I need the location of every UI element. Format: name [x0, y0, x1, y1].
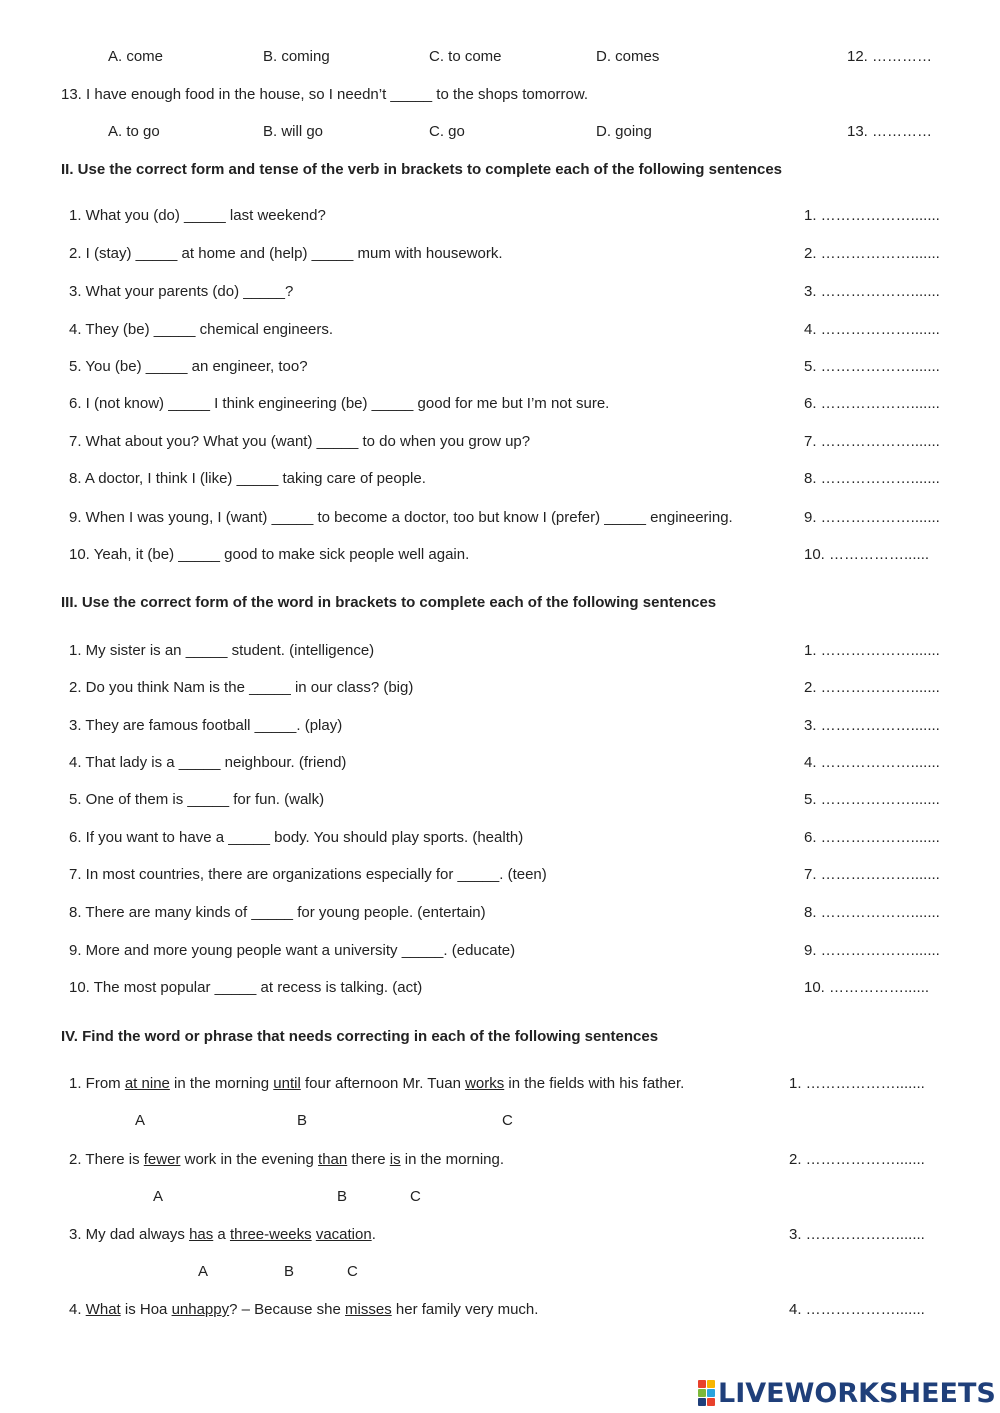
- option-letter: A: [135, 1112, 146, 1129]
- option-letter: C: [347, 1263, 358, 1280]
- sentence-fragment: .: [371, 1226, 376, 1243]
- word-form-answer-blank[interactable]: 6. ……………….......: [804, 829, 940, 846]
- word-form-answer-blank[interactable]: 5. ……………….......: [804, 791, 940, 808]
- verb-sentence: 2. I (stay) _____ at home and (help) _____ mum with housework.: [69, 245, 503, 262]
- underlined-option: fewer: [143, 1151, 181, 1168]
- sentence-fragment: 1. From: [69, 1075, 125, 1092]
- word-form-sentence: 10. The most popular _____ at recess is talking. (act): [69, 979, 423, 996]
- word-form-sentence: 9. More and more young people want a university _____. (educate): [69, 942, 516, 959]
- logo-square: [698, 1389, 706, 1397]
- error-sentence: [69, 1301, 538, 1319]
- option-letter: B: [337, 1188, 348, 1205]
- logo-text: LIVEWORKSHEETS: [718, 1377, 996, 1409]
- error-answer-blank[interactable]: 3. ……………….......: [789, 1226, 925, 1243]
- section-2-heading: II. Use the correct form and tense of the verb in brackets to complete each of the following sentences: [61, 161, 783, 178]
- verb-sentence: 3. What your parents (do) _____?: [69, 283, 294, 300]
- underlined-option: three-weeks: [229, 1226, 312, 1243]
- option-letter: B: [284, 1263, 295, 1280]
- word-form-sentence: 3. They are famous football _____. (play): [69, 717, 343, 734]
- option-letter: B: [297, 1112, 308, 1129]
- logo-square: [707, 1380, 715, 1388]
- underlined-option: misses: [345, 1301, 392, 1318]
- word-form-answer-blank[interactable]: 1. ……………….......: [804, 642, 940, 659]
- q12-option-b: B. coming: [263, 48, 330, 65]
- word-form-sentence: 1. My sister is an _____ student. (intelligence): [69, 642, 375, 659]
- option-letter: A: [198, 1263, 209, 1280]
- verb-sentence: 7. What about you? What you (want) _____ to do when you grow up?: [69, 433, 531, 450]
- q13-text: 13. I have enough food in the house, so I needn’t _____ to the shops tomorrow.: [61, 86, 589, 103]
- logo-square: [707, 1389, 715, 1397]
- q13-option-b: B. will go: [263, 123, 324, 140]
- error-sentence: [69, 1151, 504, 1169]
- word-form-answer-blank[interactable]: 4. ……………….......: [804, 754, 940, 771]
- underlined-option: than: [318, 1151, 348, 1168]
- error-answer-blank[interactable]: 1. ……………….......: [789, 1075, 925, 1092]
- word-form-sentence: 8. There are many kinds of _____ for young people. (entertain): [69, 904, 486, 921]
- sentence-fragment: four afternoon Mr. Tuan: [300, 1075, 466, 1092]
- verb-answer-blank[interactable]: 7. ……………….......: [804, 433, 940, 450]
- error-answer-blank[interactable]: 2. ……………….......: [789, 1151, 925, 1168]
- logo-square: [698, 1398, 706, 1406]
- sentence-fragment: is Hoa: [120, 1301, 172, 1318]
- underlined-option: is: [389, 1151, 401, 1168]
- underlined-option: has: [189, 1226, 214, 1243]
- word-form-sentence: 7. In most countries, there are organizations especially for _____. (teen): [69, 866, 547, 883]
- word-form-answer-blank[interactable]: 7. ……………….......: [804, 866, 940, 883]
- verb-answer-blank[interactable]: 4. ……………….......: [804, 321, 940, 338]
- sentence-fragment: 4.: [69, 1301, 86, 1318]
- underlined-option: vacation: [315, 1226, 372, 1243]
- verb-answer-blank[interactable]: 6. ……………….......: [804, 395, 940, 412]
- word-form-answer-blank[interactable]: 8. ……………….......: [804, 904, 940, 921]
- word-form-answer-blank[interactable]: 2. ……………….......: [804, 679, 940, 696]
- error-sentence: [69, 1075, 684, 1093]
- verb-answer-blank[interactable]: 10. ……………......: [804, 546, 930, 563]
- liveworksheets-logo: [698, 1378, 996, 1408]
- underlined-option: unhappy: [171, 1301, 230, 1318]
- option-letter: C: [410, 1188, 421, 1205]
- option-letter: A: [153, 1188, 164, 1205]
- verb-answer-blank[interactable]: 8. ……………….......: [804, 470, 940, 487]
- underlined-option: at nine: [124, 1075, 170, 1092]
- verb-sentence: 6. I (not know) _____ I think engineering (be) _____ good for me but I’m not sure.: [69, 395, 610, 412]
- underlined-option: works: [465, 1075, 505, 1092]
- sentence-fragment: 3. My dad always: [69, 1226, 190, 1243]
- word-form-answer-blank[interactable]: 3. ……………….......: [804, 717, 940, 734]
- word-form-sentence: 4. That lady is a _____ neighbour. (friend): [69, 754, 347, 771]
- error-sentence: [69, 1226, 376, 1244]
- q12-option-a: A. come: [108, 48, 164, 65]
- word-form-sentence: 5. One of them is _____ for fun. (walk): [69, 791, 325, 808]
- verb-sentence: 10. Yeah, it (be) _____ good to make sick people well again.: [69, 546, 470, 563]
- sentence-fragment: 2. There is: [69, 1151, 144, 1168]
- option-letter: C: [502, 1112, 513, 1129]
- verb-sentence: 9. When I was young, I (want) _____ to become a doctor, too but know I (prefer) _____ engineering.: [69, 509, 733, 526]
- verb-sentence: 5. You (be) _____ an engineer, too?: [69, 358, 308, 375]
- underlined-option: until: [273, 1075, 301, 1092]
- q12-answer-blank[interactable]: 12. …………: [847, 48, 933, 65]
- error-answer-blank[interactable]: 4. ……………….......: [789, 1301, 925, 1318]
- verb-answer-blank[interactable]: 9. ……………….......: [804, 509, 940, 526]
- q12-option-c: C. to come: [429, 48, 502, 65]
- q13-option-a: A. to go: [108, 123, 160, 140]
- q13-option-c: C. go: [429, 123, 465, 140]
- q13-option-d: D. going: [596, 123, 652, 140]
- verb-answer-blank[interactable]: 1. ……………….......: [804, 207, 940, 224]
- verb-answer-blank[interactable]: 5. ……………….......: [804, 358, 940, 375]
- section-4-heading: IV. Find the word or phrase that needs correcting in each of the following sentences: [61, 1028, 659, 1045]
- q12-option-d: D. comes: [596, 48, 660, 65]
- logo-square: [698, 1380, 706, 1388]
- verb-sentence: 4. They (be) _____ chemical engineers.: [69, 321, 334, 338]
- q13-answer-blank[interactable]: 13. …………: [847, 123, 933, 140]
- verb-sentence: 1. What you (do) _____ last weekend?: [69, 207, 326, 224]
- verb-answer-blank[interactable]: 2. ……………….......: [804, 245, 940, 262]
- sentence-fragment: in the morning: [169, 1075, 274, 1092]
- sentence-fragment: ? – Because she: [229, 1301, 346, 1318]
- sentence-fragment: a: [213, 1226, 230, 1243]
- sentence-fragment: in the fields with his father.: [504, 1075, 685, 1092]
- sentence-fragment: work in the evening: [180, 1151, 319, 1168]
- logo-square: [707, 1398, 715, 1406]
- underlined-option: What: [85, 1301, 121, 1318]
- section-3-heading: III. Use the correct form of the word in brackets to complete each of the following sentences: [61, 594, 717, 611]
- word-form-answer-blank[interactable]: 9. ……………….......: [804, 942, 940, 959]
- logo-mark-icon: [698, 1380, 715, 1406]
- verb-sentence: 8. A doctor, I think I (like) _____ taking care of people.: [69, 470, 426, 487]
- sentence-fragment: in the morning.: [400, 1151, 504, 1168]
- sentence-fragment: there: [347, 1151, 390, 1168]
- word-form-answer-blank[interactable]: 10. ……………......: [804, 979, 930, 996]
- word-form-sentence: 6. If you want to have a _____ body. You should play sports. (health): [69, 829, 524, 846]
- word-form-sentence: 2. Do you think Nam is the _____ in our class? (big): [69, 679, 414, 696]
- verb-answer-blank[interactable]: 3. ……………….......: [804, 283, 940, 300]
- sentence-fragment: her family very much.: [391, 1301, 539, 1318]
